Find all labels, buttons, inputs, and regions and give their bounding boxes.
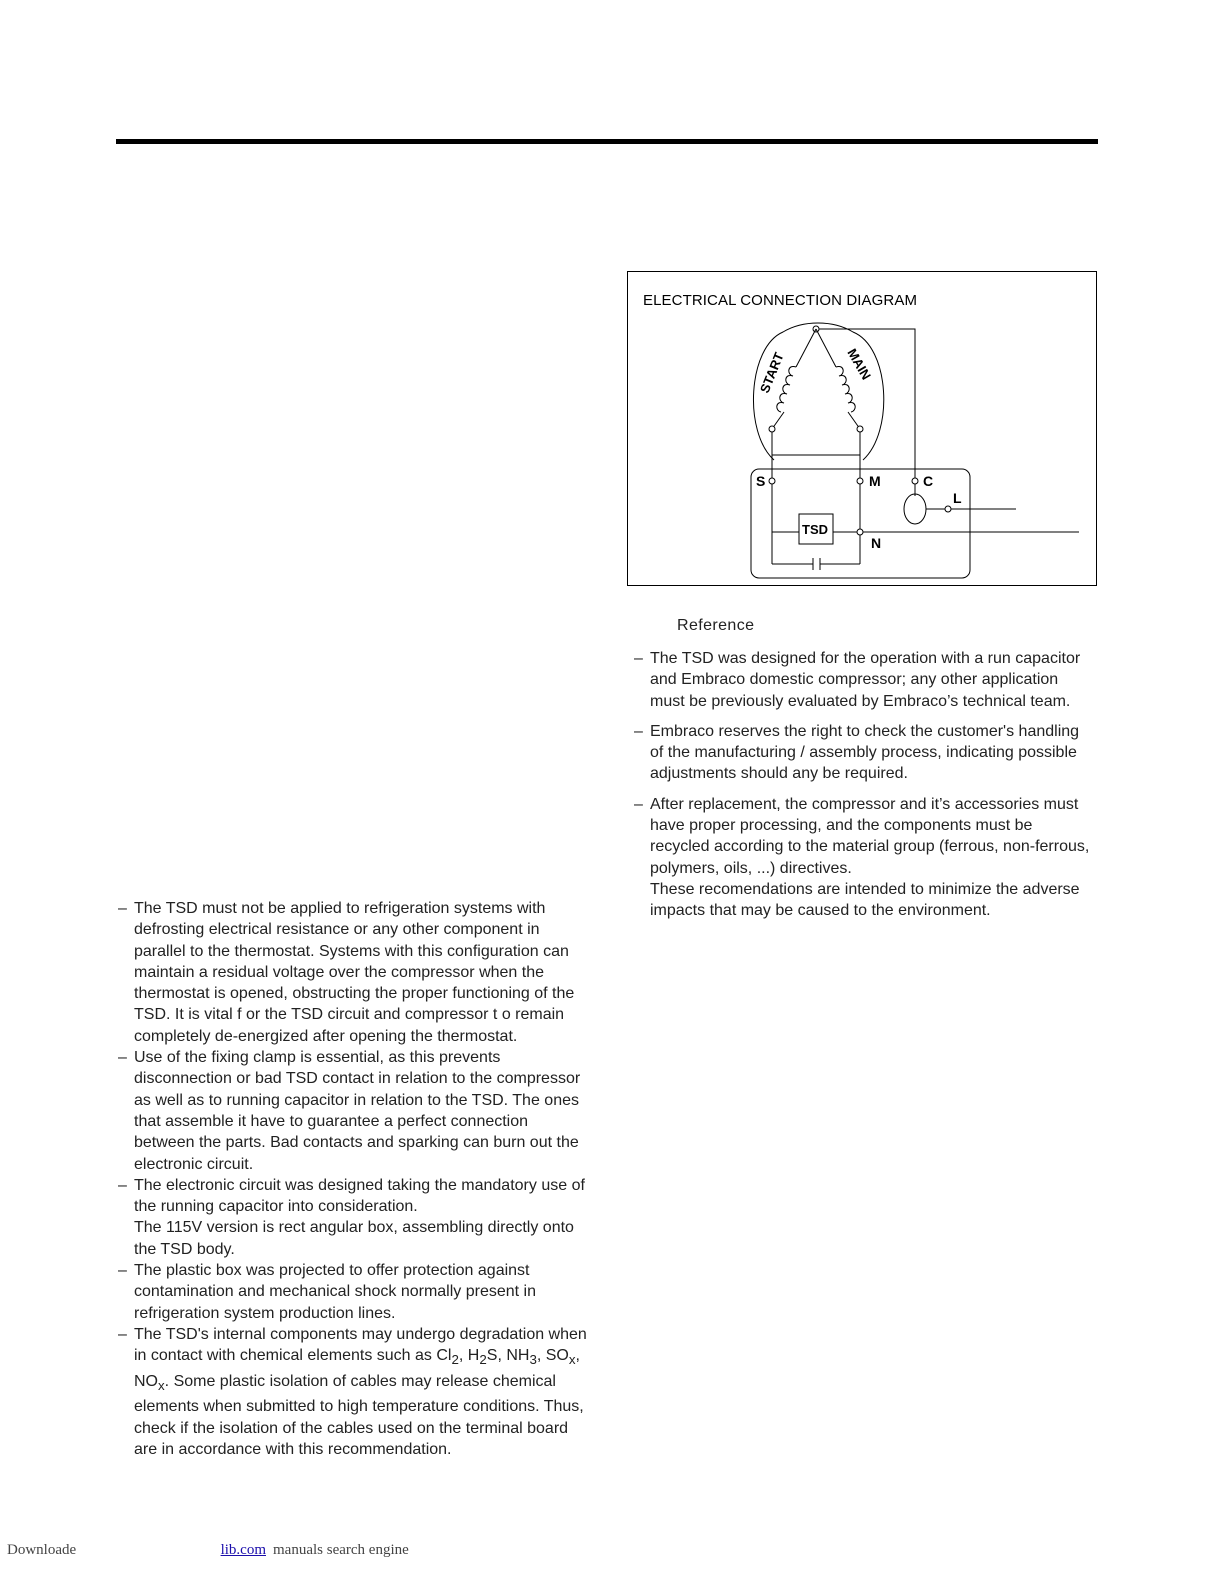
- terminal-n: [857, 529, 863, 535]
- chem-so-sub: x: [568, 1352, 576, 1368]
- c-label: C: [923, 473, 934, 489]
- start-label: START: [756, 350, 787, 396]
- start-winding-coil: [777, 366, 796, 412]
- left-bullet-3-extra: The 115V version is rect angular box, assembling directly onto the TSD body.: [134, 1219, 574, 1258]
- reference-label: Reference: [677, 617, 755, 634]
- wiring-schematic: [628, 272, 1096, 585]
- main-winding-coil: [836, 366, 855, 412]
- chem-cl-sub: 2: [451, 1352, 459, 1368]
- m-label: M: [869, 473, 881, 489]
- terminal-m: [857, 478, 863, 484]
- right-bullet-3-text: After replacement, the compressor and it’s accessories must have proper processing, and the components must be recycled according to the material group (ferrous, non-ferrous, polymers, oils, ...) directives.: [650, 795, 1090, 877]
- motor-outline: [753, 323, 883, 460]
- chem-intro: The TSD's internal components may undergo degradation when in contact with chemical elements such as Cl: [134, 1325, 587, 1365]
- left-bullet-3: [118, 1175, 592, 1260]
- n-label: N: [871, 535, 882, 551]
- chem-s-text: S, NH: [486, 1347, 530, 1365]
- overload-protector: [904, 494, 926, 524]
- left-bullet-list: [118, 898, 592, 1460]
- right-bullet-3-extra: These recomendations are intended to minimize the adverse impacts that may be caused to the environment.: [650, 880, 1080, 920]
- footer-link[interactable]: lib.com: [220, 1542, 266, 1558]
- right-bullet-2: – Embraco reserves the right to check the customer's handling of the manufacturing / assembly process, indicating possible adjustments should any be required.: [634, 721, 1096, 785]
- chem-sep1: , H: [458, 1347, 480, 1365]
- footer-suffix: manuals search engine: [273, 1542, 409, 1558]
- chem-no-text: , NO: [134, 1347, 580, 1390]
- right-bullet-3: [634, 794, 1096, 922]
- left-bullet-5: [118, 1324, 592, 1460]
- right-bullet-1: – The TSD was designed for the operation with a run capacitor and Embraco domestic compressor; any other application must be previously evaluated by Embraco’s technical team.: [634, 648, 1096, 712]
- chem-so-text: , SO: [536, 1347, 569, 1365]
- terminal-s: [769, 478, 775, 484]
- left-bullet-4: – The plastic box was projected to offer protection against contamination and mechanical shock normally present in refrigeration system production lines.: [118, 1260, 592, 1324]
- main-label: MAIN: [844, 346, 875, 383]
- diagram-title: ELECTRICAL CONNECTION DIAGRAM: [643, 292, 918, 309]
- chem-nh-sub: 3: [529, 1352, 537, 1368]
- left-bullet-1: – The TSD must not be applied to refrigeration systems with defrosting electrical resistance or any other component in parallel to the thermostat. Systems with this configuration can maintain a residual voltage over the compressor when the thermostat is opened, obstructing the proper functioning of the TSD. It is vital f or the TSD circuit and compressor t o remain completely de-energized after opening the thermostat.: [118, 898, 592, 1047]
- right-bullet-list: [634, 648, 1096, 931]
- terminal-c: [912, 478, 918, 484]
- top-rule: [116, 139, 1098, 144]
- chem-no-sub: x: [158, 1377, 165, 1393]
- left-bullet-2: – Use of the fixing clamp is essential, as this prevents disconnection or bad TSD contact in relation to the compressor as well as to running capacitor in relation to the TSD. The ones that assemble it have to guarantee a perfect connection between the parts. Bad contacts and sparking can burn out the electronic circuit.: [118, 1047, 592, 1175]
- footer-prefix: Downloade: [7, 1542, 77, 1558]
- l-label: L: [953, 490, 962, 506]
- tsd-label: TSD: [802, 522, 828, 537]
- chem-tail: . Some plastic isolation of cables may release chemical elements when submitted to high temperature conditions. Thus, check if the isolation of the cables used on the terminal board are in accordance with this recommendation.: [134, 1372, 584, 1458]
- s-label: S: [756, 473, 766, 489]
- chem-h-sub: 2: [479, 1352, 487, 1368]
- left-bullet-3-text: The electronic circuit was designed taking the mandatory use of the running capacitor into consideration.: [134, 1176, 585, 1216]
- electrical-diagram: [627, 271, 1097, 586]
